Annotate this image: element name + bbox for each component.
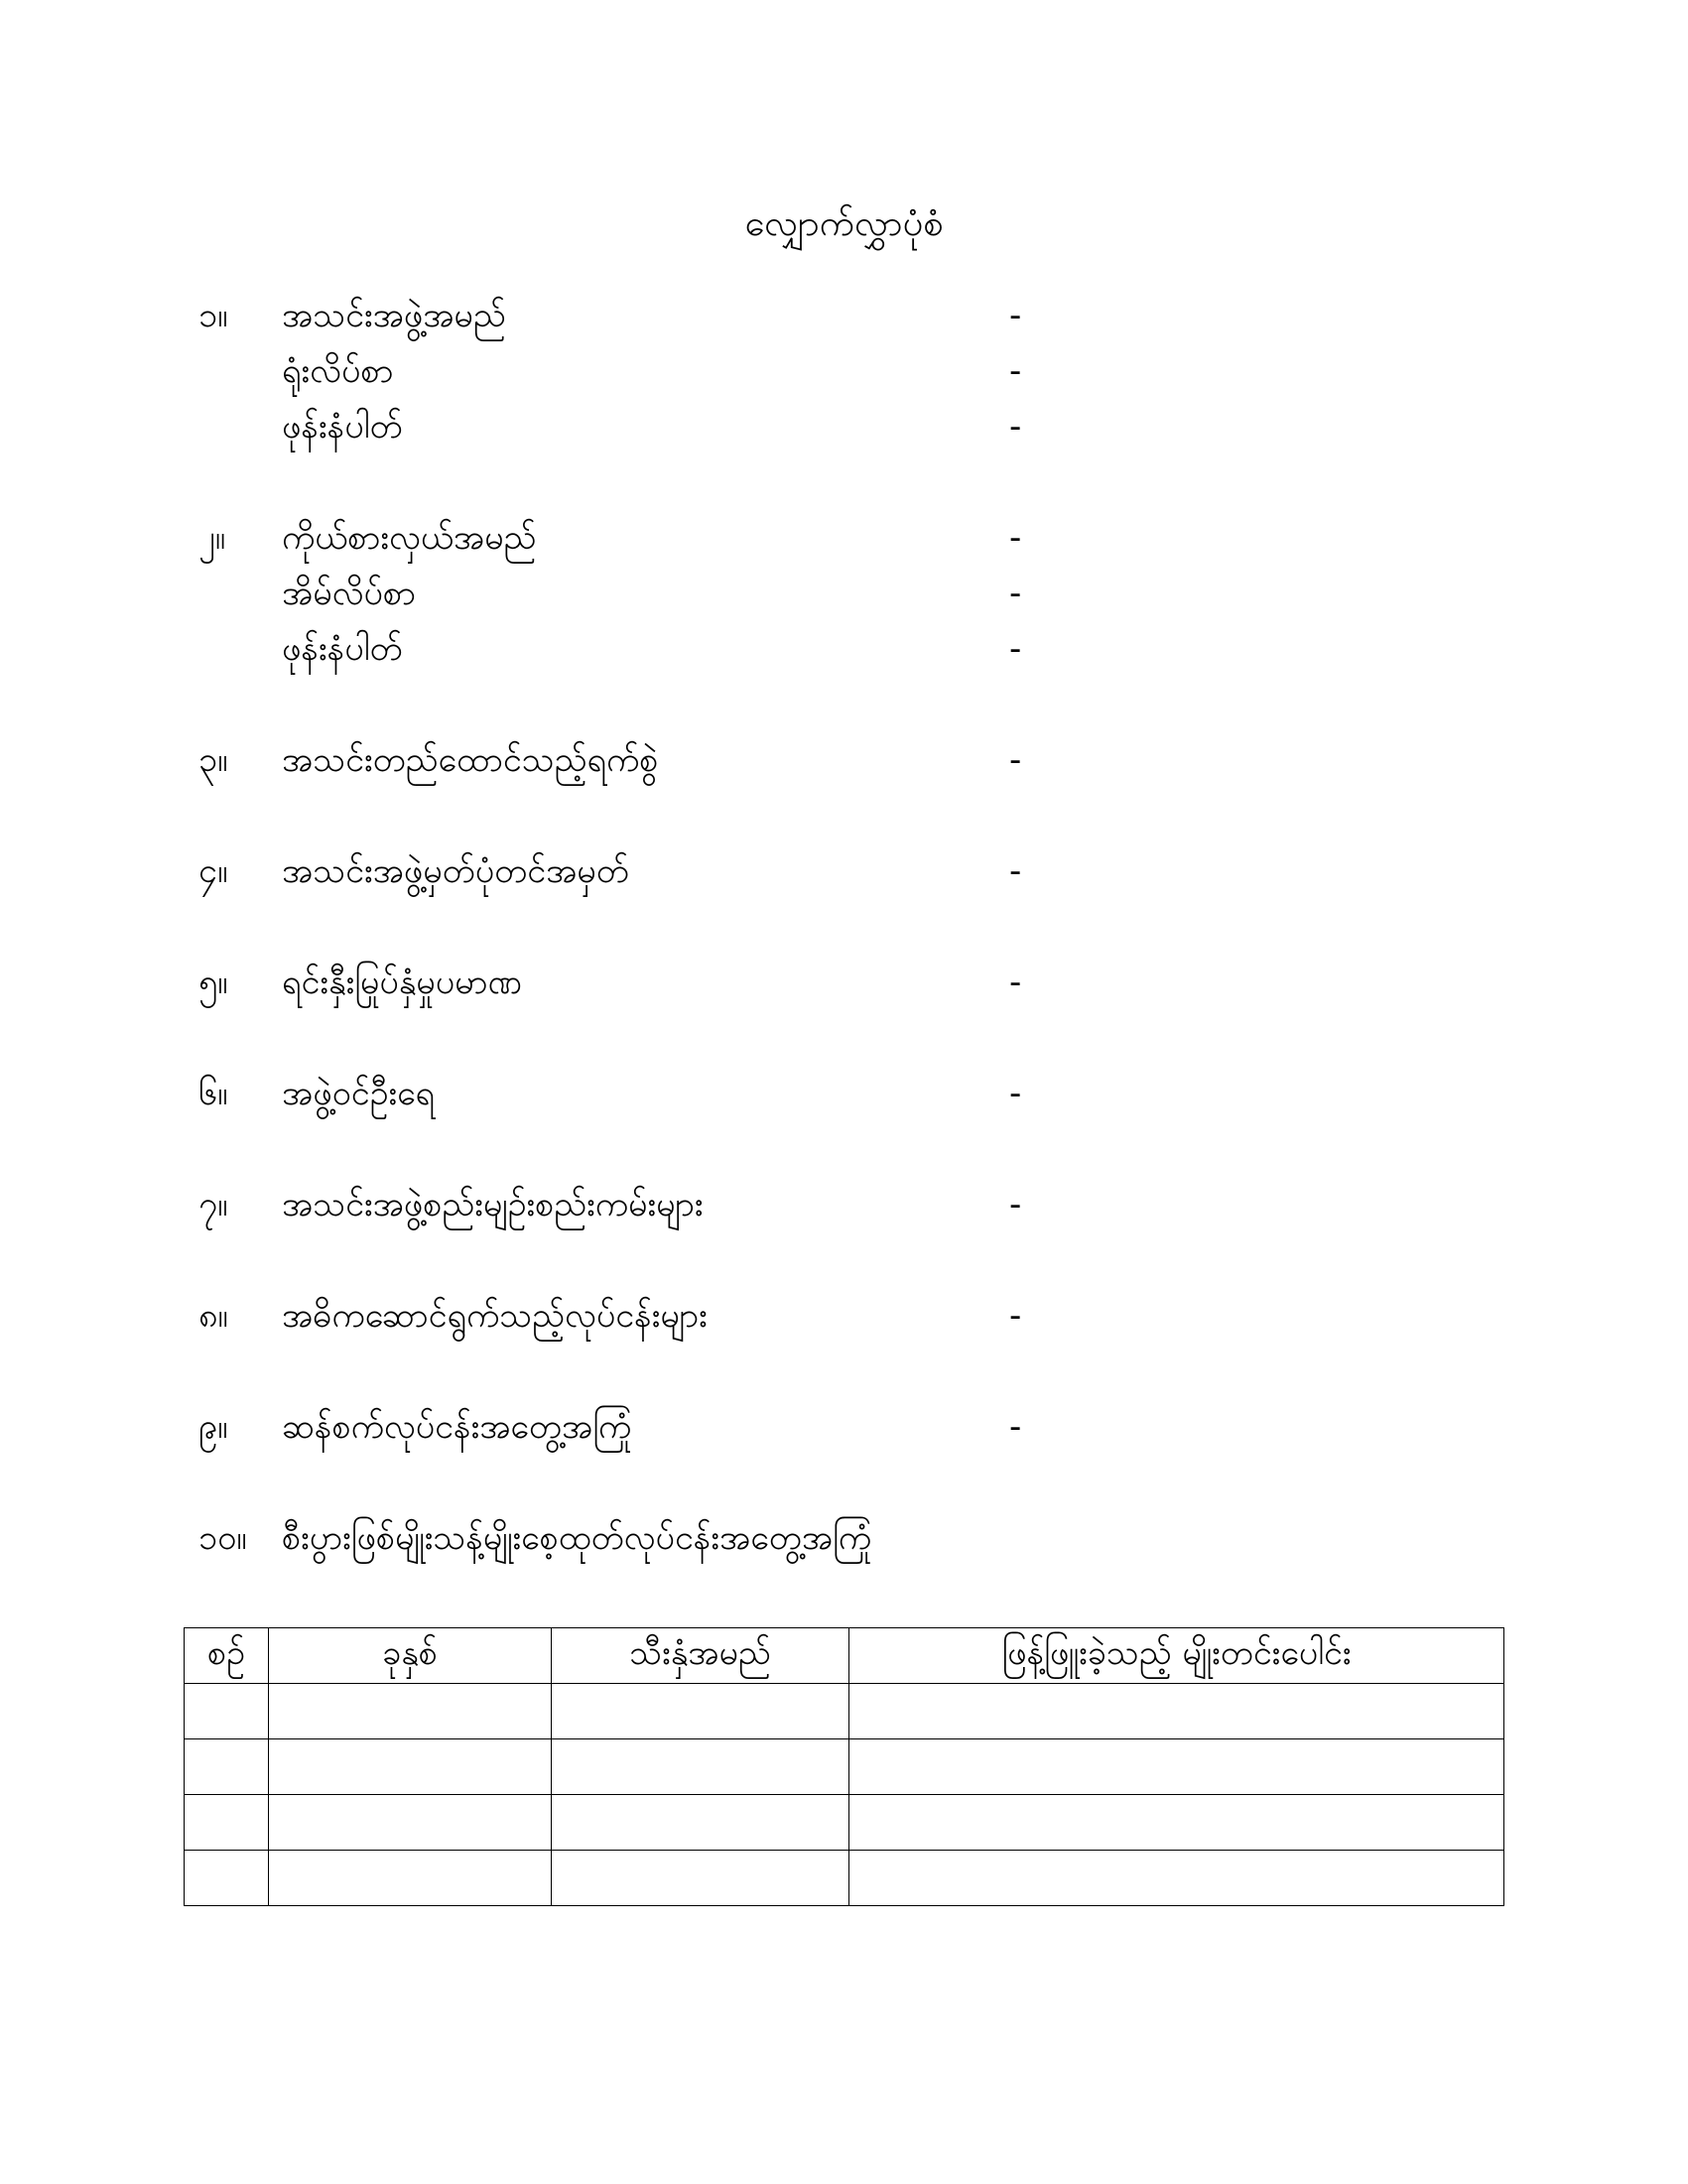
table-cell[interactable] — [849, 1684, 1504, 1739]
header-distributed-seed-baskets: ဖြန့်ဖြူးခဲ့သည့် မျိုးတင်းပေါင်း — [849, 1628, 1504, 1684]
field-dash: - — [1009, 518, 1022, 558]
header-crop-name: သီးနှံအမည် — [552, 1628, 849, 1684]
seed-distribution-table — [184, 1627, 1504, 1906]
form-row-office-address — [0, 343, 1688, 399]
table-cell[interactable] — [185, 1851, 269, 1906]
table-row — [185, 1684, 1504, 1739]
field-label: ဖုန်းနံပါတ် — [282, 407, 403, 447]
field-dash: - — [1009, 296, 1022, 335]
field-label: ဖုန်းနံပါတ် — [282, 629, 403, 669]
field-label: အဖွဲ့ဝင်ဦးရေ — [282, 1074, 436, 1113]
item-number: ၉။ — [198, 1407, 228, 1447]
field-label: ရင်းနှီးမြုပ်နှံမှုပမာဏ — [282, 963, 522, 1002]
table-cell[interactable] — [269, 1795, 552, 1851]
form-row-main-activities — [0, 1288, 1688, 1344]
table-cell[interactable] — [185, 1795, 269, 1851]
field-label: ကိုယ်စားလှယ်အမည် — [282, 518, 537, 558]
form-row-home-phone — [0, 621, 1688, 677]
field-dash: - — [1009, 574, 1022, 613]
field-dash: - — [1009, 1296, 1022, 1336]
header-year: ခုနှစ် — [269, 1628, 552, 1684]
field-dash: - — [1009, 963, 1022, 1002]
table-cell[interactable] — [849, 1851, 1504, 1906]
item-number: ၃။ — [198, 740, 228, 780]
field-label: ဆန်စက်လုပ်ငန်းအတွေ့အကြုံ — [282, 1407, 632, 1447]
form-row-office-phone — [0, 399, 1688, 454]
field-dash: - — [1009, 1407, 1022, 1447]
field-label: စီးပွားဖြစ်မျိုးသန့်မျိုးစေ့ထုတ်လုပ်ငန်းအတွေ့အကြုံ — [282, 1518, 872, 1558]
table-cell[interactable] — [269, 1851, 552, 1906]
field-dash: - — [1009, 629, 1022, 669]
form-row-org-name — [0, 288, 1688, 343]
field-dash: - — [1009, 851, 1022, 891]
field-label: အသင်းအဖွဲ့မှတ်ပုံတင်အမှတ် — [282, 851, 629, 891]
item-number: ၁။ — [198, 296, 228, 335]
item-number: ၇။ — [198, 1185, 228, 1224]
item-number: ၅။ — [198, 963, 228, 1002]
field-dash: - — [1009, 1185, 1022, 1224]
field-dash: - — [1009, 407, 1022, 447]
field-label: အိမ်လိပ်စာ — [282, 574, 417, 613]
table-cell[interactable] — [269, 1684, 552, 1739]
form-row-representative-name — [0, 510, 1688, 566]
field-label: အသင်းတည်ထောင်သည့်ရက်စွဲ — [282, 740, 659, 780]
form-row-founding-date — [0, 732, 1688, 788]
form-row-seed-production-experience — [0, 1510, 1688, 1566]
item-number: ၁၀။ — [198, 1518, 247, 1558]
field-label: အဓိကဆောင်ရွက်သည့်လုပ်ငန်းများ — [282, 1296, 708, 1336]
item-number: ၈။ — [198, 1296, 228, 1336]
page-title: လျှောက်လွှာပုံစံ — [744, 203, 944, 244]
form-row-member-count — [0, 1066, 1688, 1121]
item-number: ၂။ — [198, 518, 225, 558]
table-header-row — [185, 1628, 1504, 1684]
field-dash: - — [1009, 1074, 1022, 1113]
table-cell[interactable] — [552, 1851, 849, 1906]
field-dash: - — [1009, 740, 1022, 780]
table-cell[interactable] — [849, 1795, 1504, 1851]
field-label: ရုံးလိပ်စာ — [282, 351, 394, 391]
field-dash: - — [1009, 351, 1022, 391]
form-row-bylaws — [0, 1177, 1688, 1232]
form-row-registration-number — [0, 843, 1688, 899]
form-row-home-address — [0, 566, 1688, 621]
table-row — [185, 1851, 1504, 1906]
table-cell[interactable] — [269, 1739, 552, 1795]
header-serial: စဉ် — [185, 1628, 269, 1684]
field-label: အသင်းအဖွဲ့အမည် — [282, 296, 506, 335]
table-cell[interactable] — [552, 1684, 849, 1739]
item-number: ၆။ — [198, 1074, 228, 1113]
table-cell[interactable] — [552, 1739, 849, 1795]
table-cell[interactable] — [185, 1684, 269, 1739]
table-row — [185, 1795, 1504, 1851]
table-cell[interactable] — [849, 1739, 1504, 1795]
table-cell[interactable] — [185, 1739, 269, 1795]
field-label: အသင်းအဖွဲ့စည်းမျဉ်းစည်းကမ်းများ — [282, 1185, 704, 1224]
form-row-investment-amount — [0, 955, 1688, 1010]
item-number: ၄။ — [198, 851, 228, 891]
table-row — [185, 1739, 1504, 1795]
form-row-rice-mill-experience — [0, 1399, 1688, 1455]
table-cell[interactable] — [552, 1795, 849, 1851]
